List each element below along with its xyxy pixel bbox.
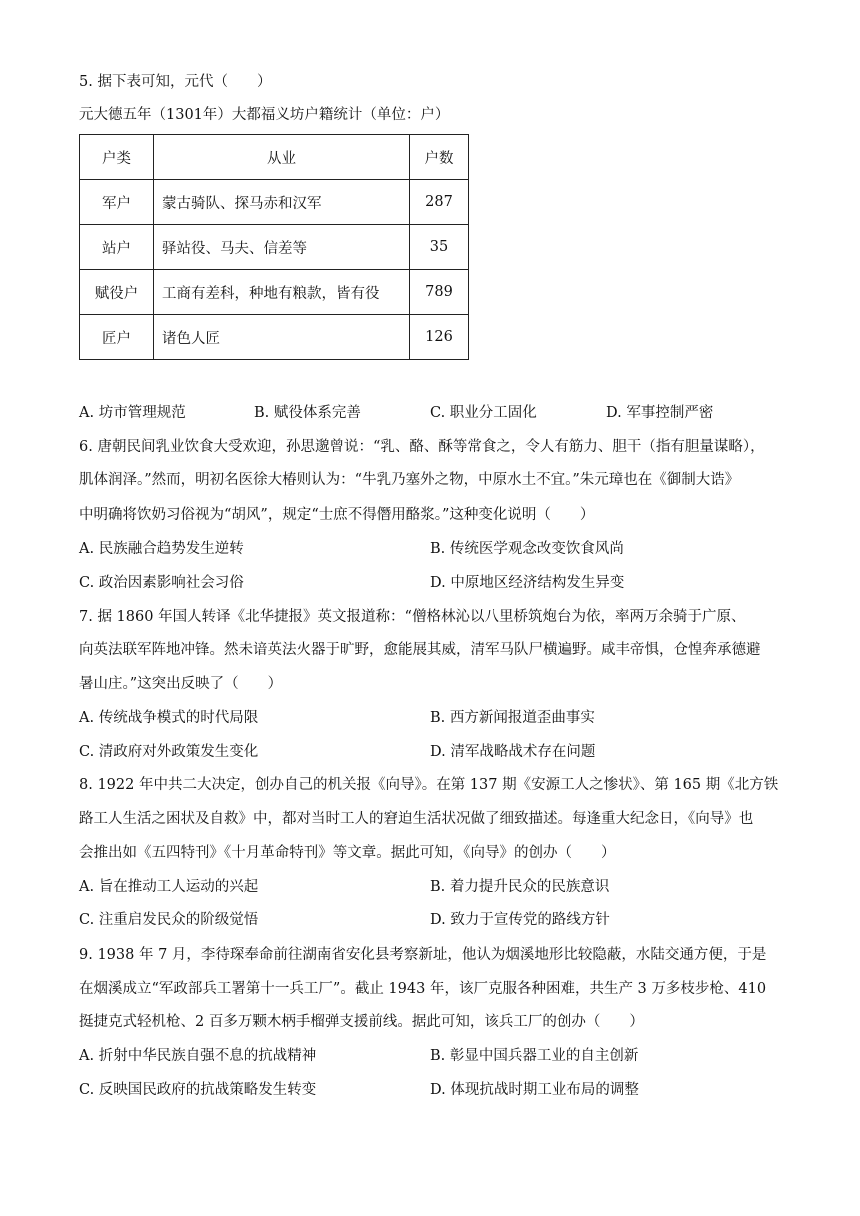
q7-stem-line: 7. 据 1860 年国人转译《北华捷报》英文报道称：“僧格林沁以八里桥筑炮台为依，率两万余骑于广原、	[79, 609, 746, 625]
q8-option-c: C. 注重启发民众的阶级觉悟	[79, 912, 259, 928]
q5-option-c: C. 职业分工固化	[430, 405, 537, 421]
q7-option-d: D. 清军战略战术存在问题	[430, 744, 596, 760]
table-row	[80, 180, 469, 225]
q9-stem-line: 在烟溪成立“军政部兵工署第十一兵工厂”。截止 1943 年，该厂克服各种困难，共生产 3 万多枝步枪、410	[79, 981, 767, 997]
q8-stem-line: 路工人生活之困状及自救》中，都对当时工人的窘迫生活状况做了细致描述。每逢重大纪念日，《向导》也	[79, 811, 754, 827]
q5-table-title: 元大德五年（1301年）大都福义坊户籍统计（单位：户）	[79, 107, 450, 123]
q6-stem-line: 6. 唐朝民间乳业饮食大受欢迎，孙思邈曾说：“乳、酪、酥等常食之，令人有筋力、胆干（指有胆量谋略），	[79, 439, 765, 455]
q6-option-c: C. 政治因素影响社会习俗	[79, 575, 244, 591]
q9-option-b: B. 彰显中国兵器工业的自主创新	[430, 1048, 639, 1064]
table-cell: 诸色人匠	[154, 315, 410, 360]
q7-option-b: B. 西方新闻报道歪曲事实	[430, 710, 595, 726]
q9-option-a: A. 折射中华民族自强不息的抗战精神	[79, 1048, 317, 1064]
q8-stem-line: 8. 1922 年中共二大决定，创办自己的机关报《向导》。在第 137 期《安源工人之惨状》、第 165 期《北方铁	[79, 777, 779, 793]
table-cell: 287	[410, 180, 469, 225]
q6-stem-line: 肌体润泽。”然而，明初名医徐大椿则认为：“牛乳乃塞外之物，中原水土不宜。”朱元璋也在《御制大诰》	[79, 472, 740, 488]
table-cell: 126	[410, 315, 469, 360]
q5-option-b: B. 赋役体系完善	[254, 405, 361, 421]
q5-stem: 5. 据下表可知，元代（ ）	[79, 74, 272, 90]
table-cell: 站户	[80, 225, 154, 270]
q8-option-a: A. 旨在推动工人运动的兴起	[79, 879, 259, 895]
q8-option-d: D. 致力于宣传党的路线方针	[430, 912, 610, 928]
table-cell: 789	[410, 270, 469, 315]
table-header-cell: 户类	[80, 135, 154, 180]
q9-option-d: D. 体现抗战时期工业布局的调整	[430, 1082, 639, 1098]
q8-stem-line: 会推出如《五四特刊》《十月革命特刊》等文章。据此可知，《向导》的创办（ ）	[79, 845, 616, 861]
q7-option-c: C. 清政府对外政策发生变化	[79, 744, 259, 760]
q7-stem-line: 向英法联军阵地冲锋。然未谙英法火器于旷野，愈能展其威，清军马队尸横遍野。咸丰帝惧，仓惶奔承德避	[79, 642, 761, 658]
table-header-cell: 户数	[410, 135, 469, 180]
table-cell: 工商有差科，种地有粮款，皆有役	[154, 270, 410, 315]
q6-option-d: D. 中原地区经济结构发生异变	[430, 575, 625, 591]
table-cell: 蒙古骑队、探马赤和汉军	[154, 180, 410, 225]
q5-option-d: D. 军事控制严密	[606, 405, 714, 421]
table-cell: 匠户	[80, 315, 154, 360]
q6-stem-line: 中明确将饮奶习俗视为“胡风”，规定“士庶不得僭用酪浆。”这种变化说明（ ）	[79, 507, 595, 523]
q8-option-b: B. 着力提升民众的民族意识	[430, 879, 610, 895]
table-row	[80, 315, 469, 360]
q6-option-a: A. 民族融合趋势发生逆转	[79, 541, 244, 557]
table-cell: 驿站役、马夫、信差等	[154, 225, 410, 270]
household-table	[79, 134, 469, 360]
table-header-cell: 从业	[154, 135, 410, 180]
table-cell: 35	[410, 225, 469, 270]
q9-option-c: C. 反映国民政府的抗战策略发生转变	[79, 1082, 317, 1098]
table-row	[80, 225, 469, 270]
q5-option-a: A. 坊市管理规范	[79, 405, 186, 421]
q9-stem-line: 挺捷克式轻机枪、2 百多万颗木柄手榴弹支援前线。据此可知，该兵工厂的创办（ ）	[79, 1014, 644, 1030]
table-row	[80, 270, 469, 315]
q7-stem-line: 暑山庄。”这突出反映了（ ）	[79, 676, 283, 692]
q7-option-a: A. 传统战争模式的时代局限	[79, 710, 259, 726]
table-cell: 军户	[80, 180, 154, 225]
q6-option-b: B. 传统医学观念改变饮食风尚	[430, 541, 624, 557]
table-cell: 赋役户	[80, 270, 154, 315]
q9-stem-line: 9. 1938 年 7 月，李待琛奉命前往湖南省安化县考察新址，他认为烟溪地形比较隐蔽，水陆交通方便，于是	[79, 947, 767, 963]
table-header-row	[80, 135, 469, 180]
